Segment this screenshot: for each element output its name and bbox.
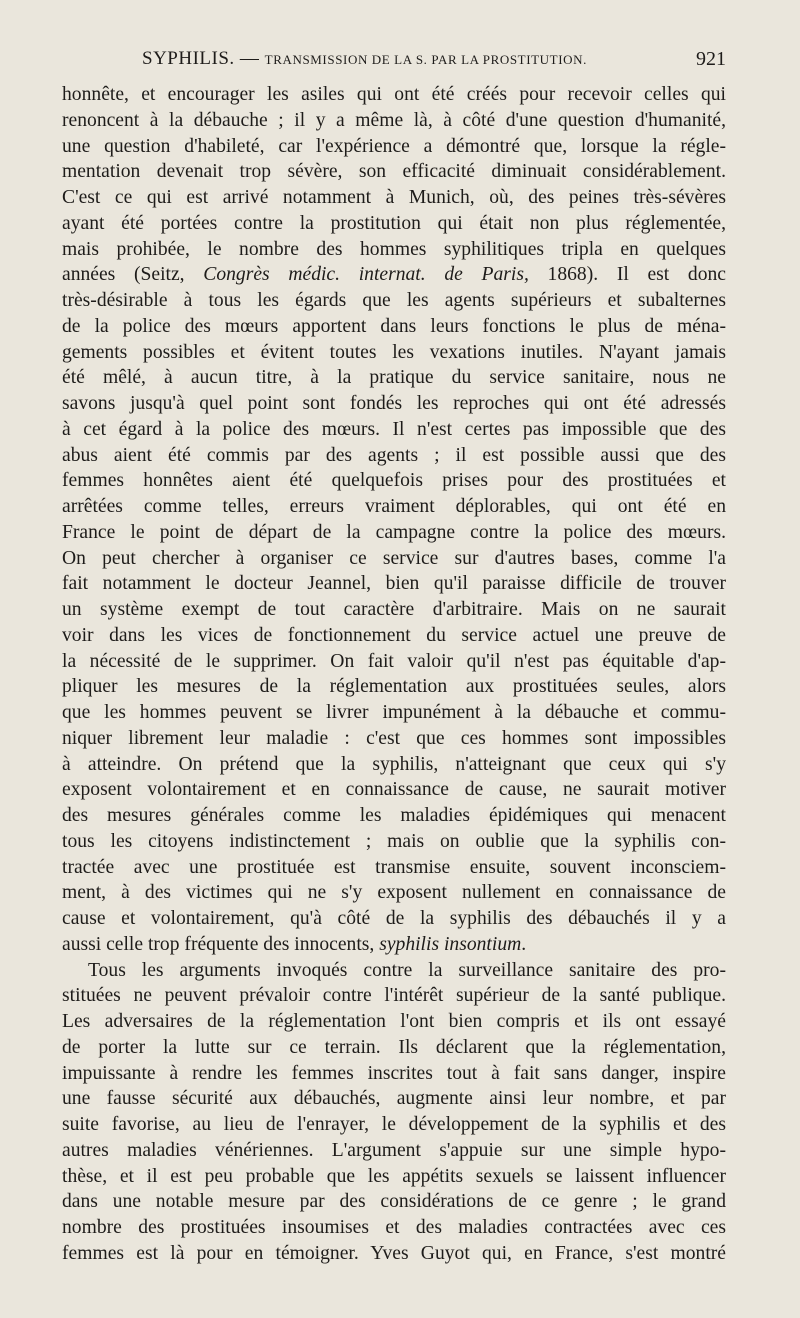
text-line: autres maladies vénériennes. L'argument s'appuie sur une simple hypo- (62, 1139, 726, 1161)
body-text (62, 82, 726, 1267)
latin-term-italic: syphilis insontium (379, 933, 522, 955)
text-line: On peut chercher à organiser ce service sur d'autres bases, comme l'a (62, 547, 726, 569)
text-line: la nécessité de le supprimer. On fait valoir qu'il n'est pas équitable d'ap- (62, 650, 726, 672)
text-line: voir dans les vices de fonctionnement du service actuel une preuve de (62, 624, 726, 646)
text-line: mais prohibée, le nombre des hommes syphilitiques tripla en quelques (62, 238, 726, 260)
text-line: honnête, et encourager les asiles qui ont été créés pour recevoir celles qui (62, 84, 726, 105)
text-line: abus aient été commis par des agents ; il est possible aussi que des (62, 444, 726, 466)
text-line: impuissante à rendre les femmes inscrites tout à fait sans danger, inspire (62, 1062, 726, 1084)
text-line: un système exempt de tout caractère d'arbitraire. Mais on ne saurait (62, 599, 726, 620)
text-segment: aussi celle trop fréquente des innocents, (62, 933, 380, 955)
text-line: savons jusqu'à quel point sont fondés les reproches qui ont été adressés (62, 393, 726, 414)
text-line: France le point de départ de la campagne contre la police des mœurs. (62, 521, 726, 543)
text-line: une question d'habileté, car l'expérience a démontré que, lorsque la régle- (62, 135, 726, 157)
text-line: femmes est là pour en témoigner. Yves Guyot qui, en France, s'est montré (62, 1242, 726, 1264)
text-line: femmes honnêtes aient été quelquefois prises pour des prostituées et (62, 470, 726, 492)
text-line: niquer librement leur maladie : c'est que ces hommes sont impossibles (62, 727, 726, 749)
text-line: de la police des mœurs apportent dans leurs fonctions le plus de ména- (62, 315, 726, 337)
text-line: à cet égard à la police des mœurs. Il n'est certes pas impossible que des (62, 418, 726, 440)
text-line: de porter la lutte sur ce terrain. Ils déclarent que la réglementation, (62, 1036, 726, 1058)
running-title (142, 48, 587, 70)
text-segment: 1868). Il est donc (528, 264, 726, 286)
text-segment: . (521, 933, 527, 955)
text-line: à atteindre. On prétend que la syphilis, n'atteignant que ceux qui s'y (62, 753, 726, 775)
text-line: une fausse sécurité aux débauchés, augmente ainsi leur nombre, et par (62, 1088, 726, 1110)
text-line: ayant été portées contre la prostitution qui était non plus réglementée, (62, 212, 726, 234)
running-header (62, 44, 726, 74)
text-line: dans une notable mesure par des considérations de ce genre ; le grand (62, 1191, 726, 1213)
running-title-main: SYPHILIS. (142, 48, 235, 69)
text-line (62, 262, 726, 288)
text-line: tractée avec une prostituée est transmise ensuite, souvent inconsciem- (62, 856, 726, 878)
citation-italic: Congrès médic. internat. de Paris, (203, 264, 529, 286)
text-line: très-désirable à tous les égards que les agents supérieurs et subalternes (62, 290, 726, 311)
page-number: 921 (696, 48, 726, 70)
text-line: stituées ne peuvent prévaloir contre l'intérêt supérieur de la santé publique. (62, 985, 726, 1007)
text-line: nombre des prostituées insoumises et des maladies contractées avec ces (62, 1217, 726, 1238)
paragraph-first-line: Tous les arguments invoqués contre la surveillance sanitaire des pro- (88, 959, 726, 981)
text-line: suite favorise, au lieu de l'enrayer, le développement de la syphilis et des (62, 1114, 726, 1135)
text-line: fait notamment le docteur Jeannel, bien qu'il paraisse difficile de trouver (62, 573, 726, 595)
text-line: été mêlé, à aucun titre, à la pratique du service sanitaire, nous ne (62, 367, 726, 389)
text-line: thèse, et il est peu probable que les appétits sexuels se laissent influencer (62, 1165, 726, 1187)
text-line: des mesures générales comme les maladies épidémiques qui menacent (62, 805, 726, 826)
text-line: gements possibles et évitent toutes les vexations inutiles. N'ayant jamais (62, 341, 726, 363)
text-line: renoncent à la débauche ; il y a même là, à côté d'une question d'humanité, (62, 109, 726, 131)
text-segment: années (Seitz, (62, 264, 204, 286)
text-line (62, 932, 726, 958)
text-line: pliquer les mesures de la réglementation aux prostituées seules, alors (62, 676, 726, 698)
text-line: C'est ce qui est arrivé notamment à Munich, où, des peines très-sévères (62, 187, 726, 208)
text-line: exposent volontairement et en connaissance de cause, ne saurait motiver (62, 779, 726, 801)
text-line: tous les citoyens indistinctement ; mais on oublie que la syphilis con- (62, 830, 726, 852)
text-line: cause et volontairement, qu'à côté de la syphilis des débauchés il y a (62, 908, 726, 929)
text-line: que les hommes peuvent se livrer impunément à la débauche et commu- (62, 702, 726, 723)
text-line: arrêtées comme telles, erreurs vraiment déplorables, qui ont été en (62, 496, 726, 517)
running-title-sub: TRANSMISSION DE LA S. PAR LA PROSTITUTION. (264, 52, 587, 67)
text-line: Les adversaires de la réglementation l'ont bien compris et ils ont essayé (62, 1011, 726, 1032)
running-title-dash: — (234, 48, 265, 69)
text-line: ment, à des victimes qui ne s'y exposent nullement en connaissance de (62, 882, 726, 904)
text-line: mentation devenait trop sévère, son efficacité diminuait considérablement. (62, 161, 726, 183)
